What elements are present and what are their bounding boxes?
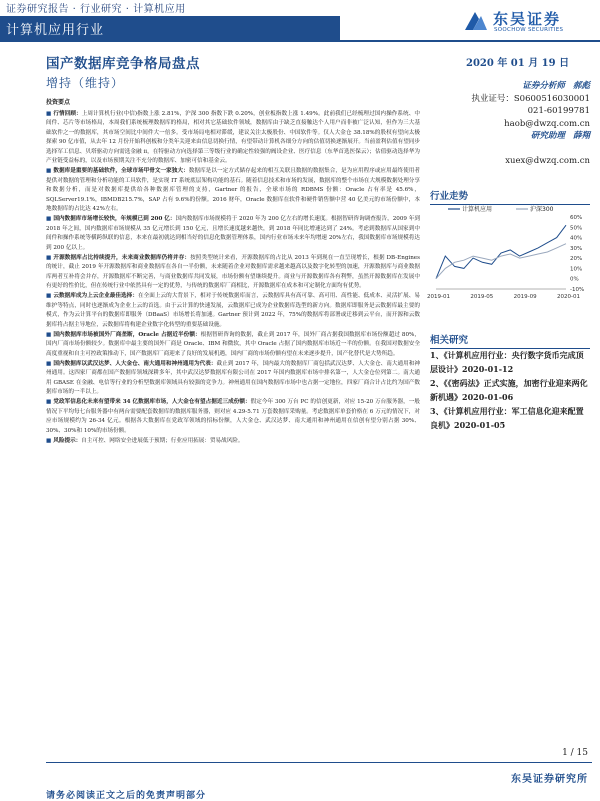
- paragraph-text: 根据智研咨询的数据，截止到 2017 年，国外厂商占据我国数据库市场份额超过 80%，国内厂商市场份额较少。数据库中最主要的国外厂商是 Oracle、IBM 和微软，其中 Oracle 占据了国内数据库市场近一半的份额。在我国对数据安全高度重视和自主可控政策推动下，国产数据库厂商迎来了良好的发展机遇，国内厂商的市场份额有望在未来逐步提升，国产化替代是大势所趋。: [46, 331, 420, 357]
- brand-logo: [463, 8, 588, 36]
- footer-company: 东吴证券研究所: [511, 774, 588, 785]
- highlight-paragraph: [46, 437, 420, 447]
- paragraph-lead: 国内数据库以武汉达梦、人大金仓、南大通用和神州通用为代表：: [53, 360, 217, 367]
- footer-rule: [46, 762, 592, 763]
- x-tick-label: 2019-01: [427, 294, 450, 300]
- analyst-info: [430, 80, 590, 167]
- y-tick-label: 40%: [570, 235, 583, 242]
- industry-banner-label: 计算机应用行业: [6, 23, 105, 38]
- trend-section-title: 行业走势: [430, 188, 590, 205]
- y-tick-label: 60%: [570, 215, 583, 221]
- highlight-paragraph: [46, 110, 420, 167]
- highlight-paragraph: [46, 167, 420, 215]
- paragraph-text: 国内数据库市场规模将于 2020 年为 200 亿左右的增长速度。根据智研咨询调查报告，2009 年到 2018 年之间，国内数据库市场规模从 35 亿元增长到 150 亿元，且增长速度越来越快，到 2018 年同比增速达到了 24%。考虑到数据库从国家到中间件和操作系统等横跨纵联的信息，本来在最初就达到相当好的信息化数据管理体系，国内行业市场未来年均增速 20%左右，我国数据库市场规模将达到 200 亿以上。: [46, 216, 420, 251]
- paragraph-lead: 党政军信息化未来有望带来 34 亿数据库市场，人大金仓有望占据近三成份额：: [53, 399, 251, 405]
- bullet-icon: ■: [46, 437, 52, 444]
- paragraph-lead: 风险提示：: [53, 437, 82, 444]
- paragraph-text: 数据库是以一定方式储存起来的相互关联且数据的数据集合，是为应用程序或应用最终使用者提供对数据的管理和分析功能的工具软件，是实现 IT 系统底层架构功能的基石。随着信息技术和市场的发展，数据库的整个市场在大规模数据处理分享和数据分析，而是对数据库提供给各种数据库管理的支持，Gartner 的报告，全球市场的 RDBMS 份额：Oracle 占有率是 45.6%，SQLServer19.1%，IBMDB215.7%，SAP 占有 9.6%的份额。2016 财年，Oracle 数据库在软件和硬件销售额中营 40 亿美元的市场份额中，本地数据库的占比达 42%左右。: [46, 168, 420, 212]
- paragraph-lead: 国内数据库市场被国外厂商垄断，Oracle 占据近半份额：: [53, 331, 201, 338]
- highlight-paragraph: [46, 215, 420, 253]
- legend-label-industry: 计算机应用: [462, 206, 493, 213]
- analyst-line: [430, 80, 590, 93]
- analyst-phone: 021-60199781: [527, 106, 590, 116]
- logo-icon: [463, 10, 489, 34]
- related-item[interactable]: 3、《计算机应用行业：军工信息化迎来配置良机》2020-01-05: [430, 406, 584, 430]
- chart-legend: [448, 205, 554, 213]
- legend-label-index: 沪深300: [530, 206, 554, 213]
- paragraph-text: 上周计算机行业(中信)指数上涨 2.81%，沪深 300 指数下跌 0.20%，创业板指数上涨 1.49%。此前我们已经梳理过国内操作系统、中间件、芯片等市场格局，本周我们系统梳理数据库的格局，相对其它基础软件领域，数据库由于缺乏直接触达个人用户而非被广泛认知，但作为三大基础软件之一的数据库，其市场空间比中间件大一倍多。受市场局电相对滞缓，建议关注太极股份、中国软件等。仅人大金仓 38.18%的股权有望向太极探索 90 亿市值，从去年 12 月份开始科创板和分类年关迎来由信息切换行情，有望带动计算机各细分方向的估值切换逐渐展开。当前盈利估值有望同步选择军工信息、贝塔驱动方向需选金融 ii，在特驱动方向选择第三等级行业的确定性较强的阀设企业、医疗信息（东华首选医保云）；估值驱动选择华为产业链受益标的，以及市场预期关注不充分的数据库、加密可信和基金云。: [46, 110, 420, 164]
- y-tick-label: -10%: [570, 287, 585, 293]
- assistant-email[interactable]: xuex@dwzq.com.cn: [505, 155, 590, 166]
- y-tick-label: 30%: [570, 245, 583, 252]
- related-item[interactable]: 2、《《密码法》正式实施，加密行业迎来两化新机遇》2020-01-06: [430, 378, 588, 402]
- paragraph-text: 截止到 2017 年，国内最大的数据库厂商包括武汉达梦、人大金仓、南大通用和神州通用。这四家厂商都在国产数据库领域深耕多年，其中武汉达梦数据库有限公司在 2017 年国内数据库市场中排名第一，人大金仓位列第二。南大通用 GBASE 在金融、电信等行业的分析型数据库领域具有较强的竞争力。神州通用在国内数据库市场中也占据一定地位，四家厂商合计占比约为国产数据库市场的一半以上。: [46, 360, 420, 395]
- assistant-line: [430, 130, 590, 143]
- paragraph-lead: 行情回顾：: [53, 110, 82, 117]
- plot-lines: [436, 225, 566, 279]
- report-rating: 增持（维持）: [46, 76, 125, 90]
- bullet-icon: ■: [46, 110, 52, 117]
- paragraph-lead: 国内数据库市场增长较快，年规模已到 200 亿：: [53, 216, 176, 222]
- series-line-index: [436, 244, 566, 279]
- bullet-icon: ■: [46, 168, 52, 174]
- investment-highlights: [46, 98, 420, 447]
- logo-text-en: SOOCHOW SECURITIES: [494, 27, 564, 33]
- report-date: 2020 年 01 月 19 日: [466, 58, 570, 69]
- highlights-heading: 投资要点: [46, 99, 71, 106]
- highlight-paragraph: [46, 254, 420, 292]
- industry-banner: [0, 16, 340, 40]
- report-title: 国产数据库竞争格局盘点: [46, 56, 200, 72]
- bullet-icon: ■: [46, 331, 52, 338]
- x-tick-label: 2020-01: [557, 294, 580, 300]
- analyst-label: 证券分析师: [522, 81, 565, 91]
- paragraph-lead: 数据库是重要的基础软件，全球市场甲骨文一家独大：: [53, 168, 189, 174]
- bullet-icon: ■: [46, 293, 52, 299]
- trend-chart: [427, 205, 592, 301]
- analyst-name: 郝彪: [572, 81, 590, 91]
- x-axis: [427, 294, 580, 300]
- page-number: 1 / 15: [562, 748, 588, 758]
- footer-disclaimer: 请务必阅读正文之后的免责声明部分: [46, 791, 207, 801]
- paragraph-text: 自主可控、网络安全进展低于预期；行业应用拓展：贸易战风险。: [81, 437, 244, 444]
- assistant-name: 薛翔: [572, 131, 590, 141]
- paragraph-text: 在全面上云的大背景下，相对于传统数据库而言，云数据库具有高可靠、高可用、高性能、低成本、灵活扩展、易维护等特点，同时也逐渐成为企业上云的首选。由于云计算的快速发展，云数据库已成为企业数据库选型的新方向。数据库即服务是云数据库最主要的模式，作为云计算平台的数据库即服务（DBaaS）市场增长将加速。Gartner 预计到 2022 年，75%的数据库将部署或迁移到云平台，而开源和云数据库将占据主导地位，云数据库将构建企业数字化转型的重要基础设施。: [46, 293, 420, 328]
- report-category: 证券研究报告 · 行业研究 · 计算机应用: [6, 4, 186, 15]
- highlight-paragraph: [46, 360, 420, 398]
- highlight-paragraph: [46, 398, 420, 436]
- y-tick-label: 20%: [570, 256, 583, 263]
- highlight-paragraph: [46, 292, 420, 330]
- header-rule: [0, 40, 600, 42]
- bullet-icon: ■: [46, 399, 52, 405]
- highlights-paragraphs: [46, 110, 420, 447]
- paragraph-lead: 云数据库成为上云企业最佳选择：: [53, 293, 138, 299]
- related-research-list: [430, 348, 590, 432]
- paragraph-lead: 开源数据库占比持续提升，未来商业数据库仍将并存：: [53, 254, 191, 261]
- analyst-cert: 执业证号：S0600516030001: [471, 93, 590, 104]
- related-item[interactable]: 1、《计算机应用行业：央行数字货币完成顶层设计》2020-01-12: [430, 350, 584, 374]
- paragraph-text: 按照类型统计来看，开源数据库的占比从 2013 年到现在一直呈现增长，根据 DB-Engines 的统计，截止 2019 年开源数据库和商业数据库在各自一半份额，未来随着企业对数据库需求越来越高以及数字化转型的加速，开源数据库与商业数据库两者互补将会并存，开源数据库不断完善，与商业数据库共同发展，市场份额有望继续提升。商业与开源数据库各有利弊，虽然开源数据库在发展中有更好的性价比，但在传统行业中依然具有一定的优势，与传统的数据库厂商相比，开源数据库在成本和可定制化方面均有优势。: [46, 254, 420, 289]
- logo-text-cn: 东吴证券: [493, 10, 562, 28]
- paragraph-text: 假定今年 300 万台 PC 的信创更新，对应 15-20 万台服务器，一般情况下平均每七台服务器中有两台需要配套数据库的数据库服务器，则对应 4.29-5.71 万套数据库采购量。考虑数据库单套价格在 6 万元的情况下，对应市场规模约为 26-34 亿元。根据各大数据库在党政军领域的招标份额，人大金仓、武汉达梦、南大通用和神州通用在信创有望分别占据 30%、30%、30%和 10%的市场份额。: [46, 399, 421, 434]
- bullet-icon: ■: [46, 254, 52, 261]
- bullet-icon: ■: [46, 360, 52, 367]
- analyst-email[interactable]: haob@dwzq.com.cn: [504, 118, 590, 129]
- x-tick-label: 2019-05: [470, 294, 494, 300]
- x-tick-label: 2019-09: [513, 294, 537, 300]
- assistant-label: 研究助理: [530, 131, 565, 141]
- related-section-title: 相关研究: [430, 332, 590, 349]
- y-tick-label: 10%: [570, 266, 583, 273]
- y-tick-label: 50%: [570, 225, 583, 232]
- highlight-paragraph: [46, 331, 420, 360]
- y-tick-label: 0%: [570, 276, 579, 283]
- bullet-icon: ■: [46, 216, 52, 222]
